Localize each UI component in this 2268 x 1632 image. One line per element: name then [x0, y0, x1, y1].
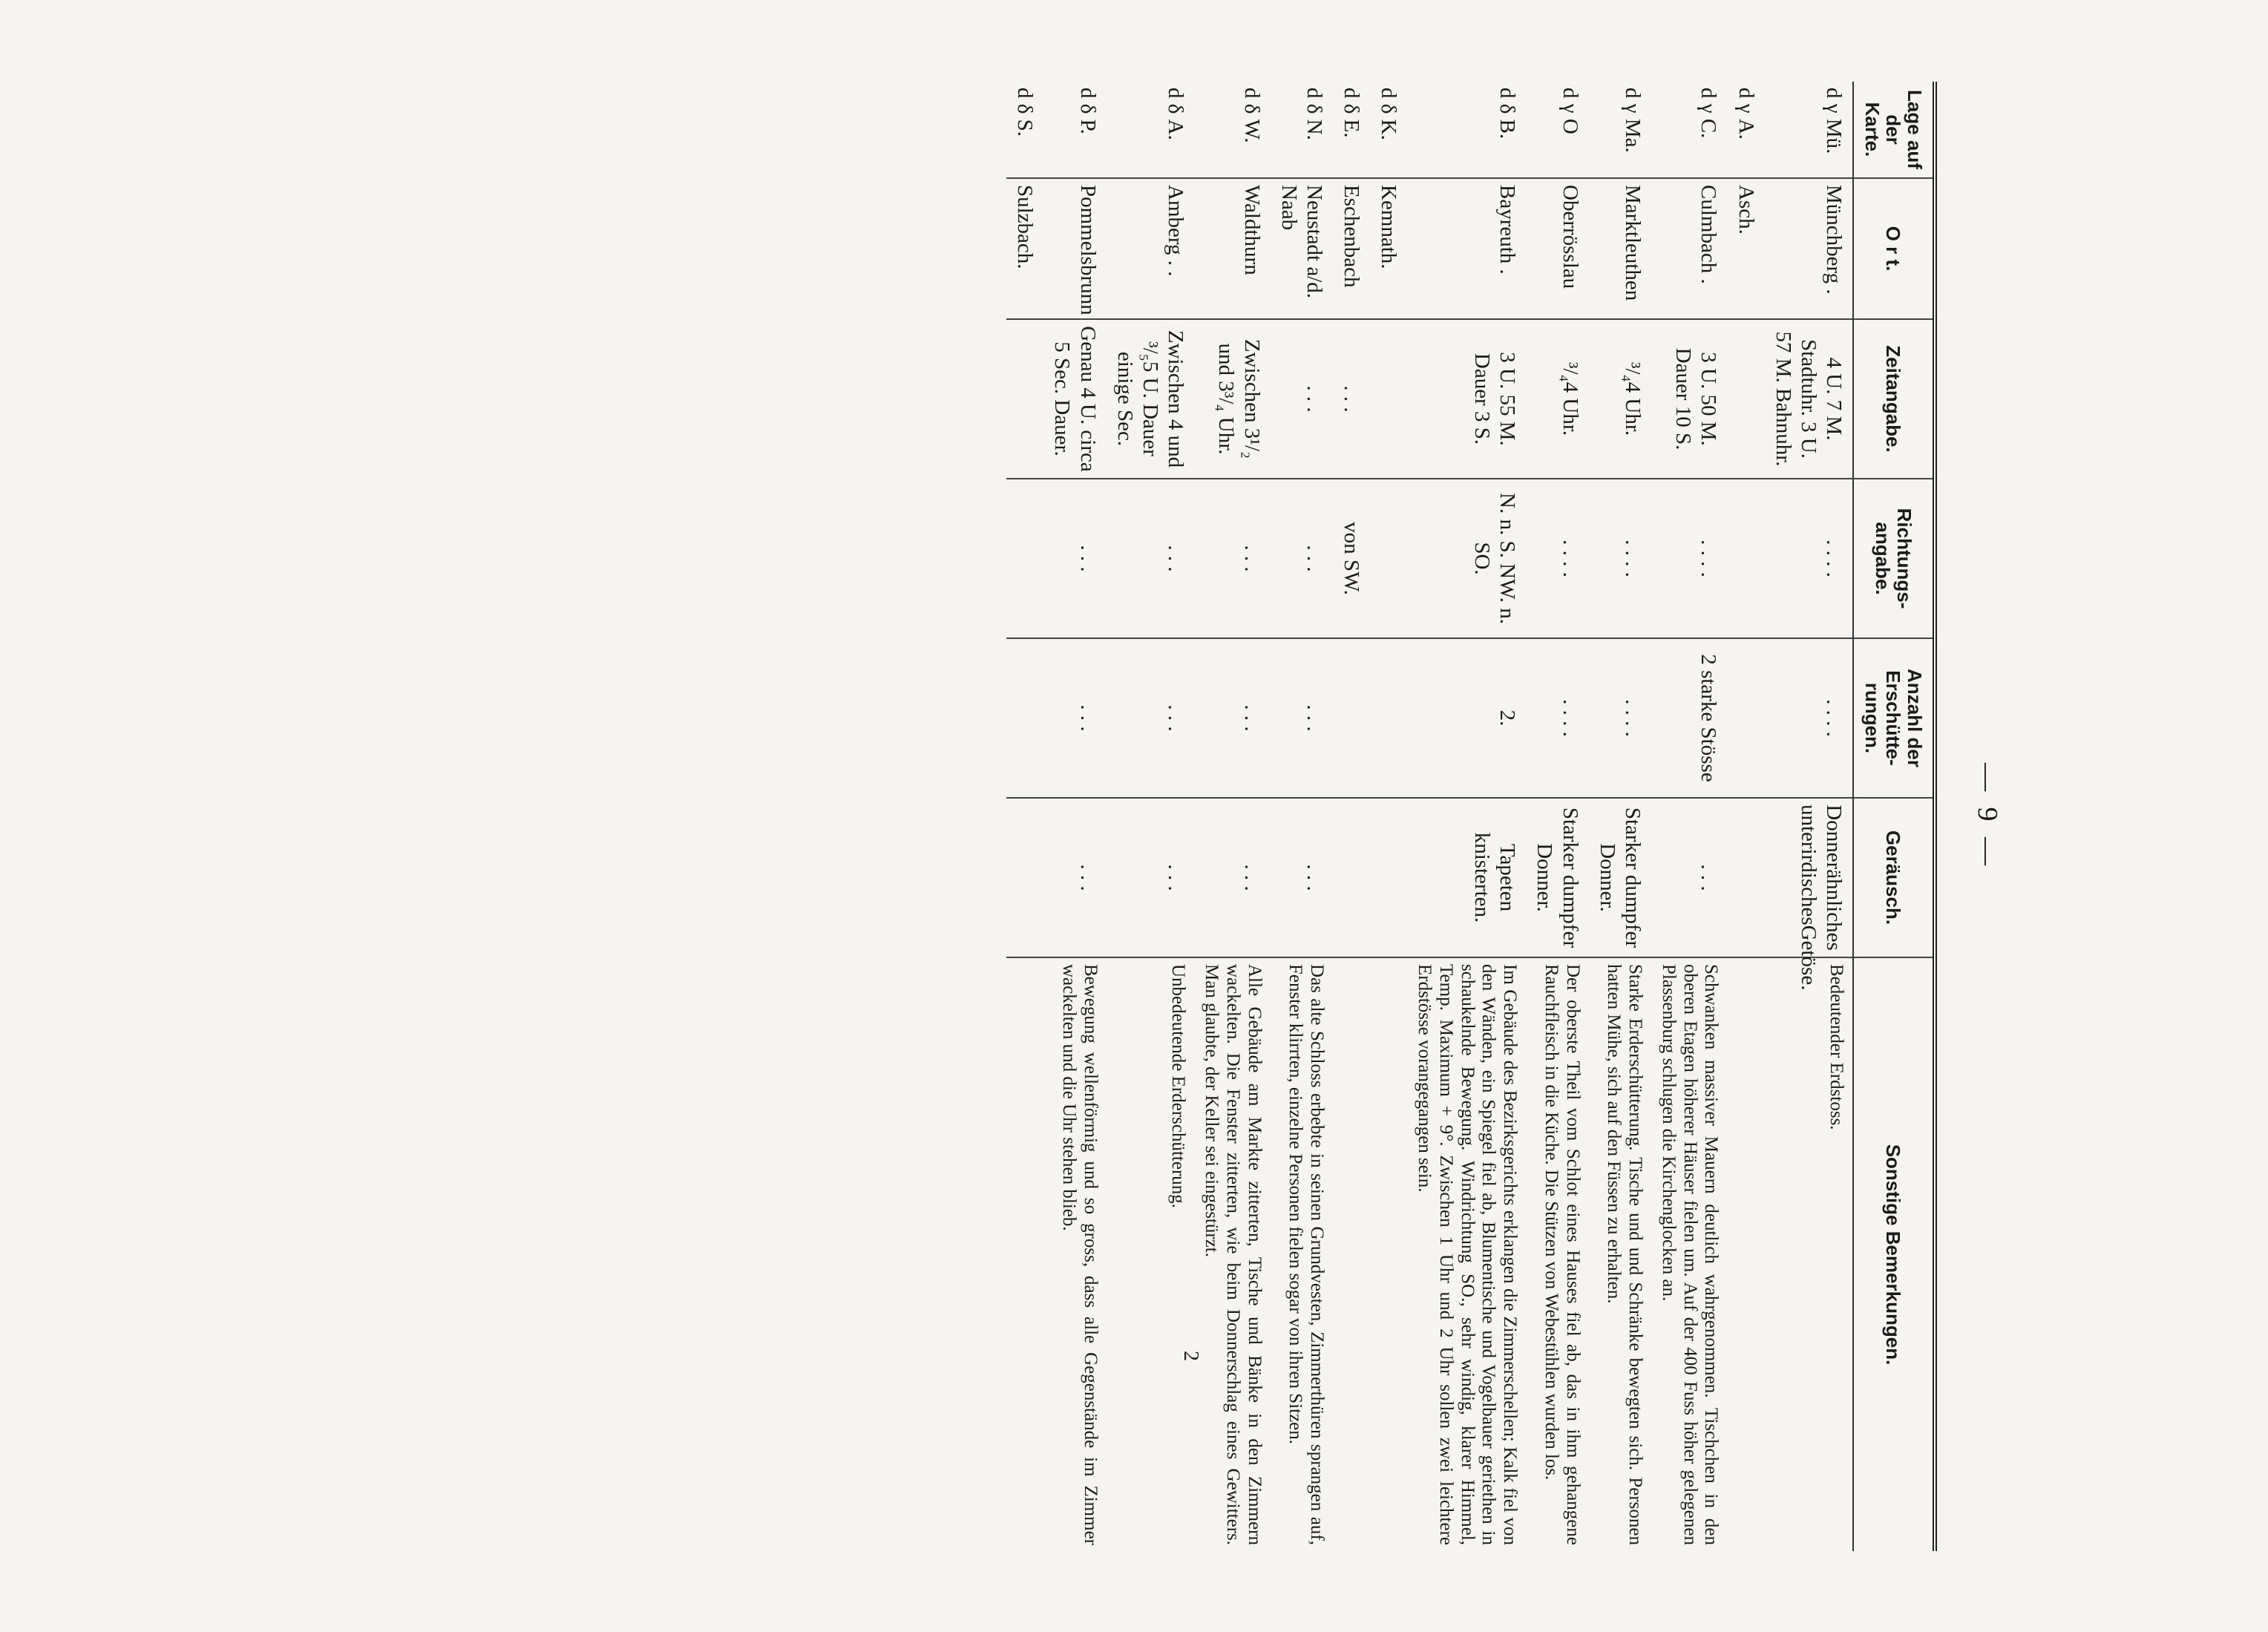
cell-richtungsangabe: . . .	[1194, 479, 1270, 638]
cell-anzahl: . . .	[1271, 638, 1333, 798]
cell-richtungsangabe	[1370, 479, 1407, 638]
page-number: — 9 —	[1972, 763, 2003, 870]
cell-anzahl	[1370, 638, 1407, 798]
cell-bemerkungen: Schwanken massiver Mauern deutlich wahrgenommen. Tischchen in den oberen Etagen höherer Häuser fielen um. Auf der 400 Fuss höher gelegenen Plassenburg schlugen die Kirchenglocken an.	[1651, 957, 1727, 1551]
cell-ort: Amberg . .	[1107, 178, 1195, 319]
cell-lage: d δ N.	[1302, 88, 1327, 140]
header-bemerkungen: Sonstige Bemerkungen.	[1853, 957, 1935, 1551]
cell-richtungsangabe	[1006, 479, 1043, 638]
table-row	[1370, 82, 1407, 1551]
cell-zeitangabe	[1006, 319, 1043, 479]
cell-zeitangabe: ³/₄4 Uhr.	[1589, 319, 1651, 479]
header-geraeusch: Geräusch.	[1853, 798, 1935, 957]
cell-richtungsangabe: . . .	[1043, 479, 1106, 638]
cell-richtungsangabe: . . .	[1107, 479, 1195, 638]
table-body	[1006, 82, 1853, 1551]
table-row	[1006, 82, 1043, 1551]
cell-geraeusch: Starker dumpfer Donner.	[1589, 798, 1651, 957]
cell-ort: Münchberg .	[1765, 178, 1854, 319]
table-row	[1765, 82, 1854, 1551]
sheet-mark: 2	[1179, 1351, 1202, 1361]
table-row	[1107, 82, 1195, 1551]
cell-richtungsangabe: . . . .	[1765, 479, 1854, 638]
cell-ort: Neustadt a/d. Naab	[1271, 178, 1333, 319]
table-row	[1526, 82, 1588, 1551]
cell-zeitangabe: . . .	[1333, 319, 1370, 479]
cell-bemerkungen: Unbedeutende Erderschütterung.	[1107, 957, 1195, 1551]
rotated-content	[378, 82, 2004, 1551]
cell-geraeusch: . . .	[1271, 798, 1333, 957]
cell-lage: d γ C.	[1697, 88, 1721, 139]
cell-lage: d δ K.	[1377, 88, 1401, 140]
cell-zeitangabe: Zwischen 3¹/₂ und 3³/₄ Uhr.	[1194, 319, 1270, 479]
cell-richtungsangabe: . . . .	[1526, 479, 1588, 638]
cell-ort: Pommelsbrunn	[1043, 178, 1106, 319]
cell-bemerkungen	[1333, 957, 1370, 1551]
cell-zeitangabe: Zwischen 4 und ³/₅5 U. Dauer einige Sec.	[1107, 319, 1195, 479]
cell-geraeusch	[1727, 798, 1764, 957]
cell-zeitangabe: 3 U. 50 M. Dauer 10 S.	[1651, 319, 1727, 479]
cell-geraeusch: Tapeten knisterten.	[1407, 798, 1526, 957]
cell-richtungsangabe: . . . .	[1589, 479, 1651, 638]
cell-geraeusch	[1006, 798, 1043, 957]
cell-anzahl: 2 starke Stösse	[1651, 638, 1727, 798]
cell-zeitangabe	[1727, 319, 1764, 479]
cell-lage: d δ A.	[1164, 88, 1188, 140]
cell-ort: Kemnath.	[1370, 178, 1407, 319]
table-row	[1589, 82, 1651, 1551]
table-row	[1333, 82, 1370, 1551]
cell-lage: d δ E.	[1340, 88, 1364, 138]
cell-bemerkungen: Alle Gebäude am Markte zitterten, Tische und Bänke in den Zimmern wackelten. Die Fenster zitterten, wie beim Donnerschlag eines Gewitters. Man glaubte, der Keller sei eingestürzt.	[1194, 957, 1270, 1551]
cell-richtungsangabe: N. n. S. NW. n. SO.	[1407, 479, 1526, 638]
cell-anzahl: . . . .	[1589, 638, 1651, 798]
cell-zeitangabe: Genau 4 U. circa 5 Sec. Dauer.	[1043, 319, 1106, 479]
cell-geraeusch: . . .	[1651, 798, 1727, 957]
cell-lage: d δ B.	[1495, 88, 1520, 140]
cell-ort: Bayreuth .	[1407, 178, 1526, 319]
cell-bemerkungen: Bedeutender Erdstoss.	[1765, 957, 1854, 1551]
cell-geraeusch	[1333, 798, 1370, 957]
cell-anzahl: . . . .	[1526, 638, 1588, 798]
header-ort: O r t.	[1853, 178, 1935, 319]
header-zeitangabe: Zeitangabe.	[1853, 319, 1935, 479]
cell-anzahl: . . .	[1107, 638, 1195, 798]
cell-richtungsangabe: . . .	[1271, 479, 1333, 638]
cell-richtungsangabe: . . . .	[1651, 479, 1727, 638]
cell-bemerkungen: Im Gebäude des Bezirksgerichts erklangen die Zimmerschellen; Kalk fiel von den Wänden, ein Spiegel fiel ab, Blumentische und Vogelbauer geriethen in schaukelnde Bewegung. Windrichtung SO., sehr windig, klarer Himmel, Temp. Maximum + 9°. Zwischen 1 Uhr und 2 Uhr sollen zwei leichtere Erdstösse vorangegangen sein.	[1407, 957, 1526, 1551]
table-row	[1271, 82, 1333, 1551]
cell-bemerkungen	[1727, 957, 1764, 1551]
cell-lage: d γ Mü.	[1822, 88, 1846, 154]
cell-zeitangabe: 3 U. 55 M. Dauer 3 S.	[1407, 319, 1526, 479]
cell-zeitangabe: ³/₄4 Uhr.	[1526, 319, 1588, 479]
cell-ort: Marktleuthen	[1589, 178, 1651, 319]
cell-ort: Waldthurn	[1194, 178, 1270, 319]
cell-geraeusch: . . .	[1194, 798, 1270, 957]
cell-anzahl: 2.	[1407, 638, 1526, 798]
header-lage: Lage auf der Karte.	[1853, 82, 1935, 178]
cell-geraeusch: . . .	[1043, 798, 1106, 957]
cell-lage: d γ A.	[1734, 88, 1758, 140]
table-row	[1651, 82, 1727, 1551]
cell-lage: d δ P.	[1075, 88, 1100, 134]
cell-bemerkungen	[1370, 957, 1407, 1551]
table-row	[1727, 82, 1764, 1551]
cell-anzahl: . . .	[1194, 638, 1270, 798]
cell-lage: d γ O	[1558, 88, 1582, 134]
cell-ort: Eschenbach	[1333, 178, 1370, 319]
cell-ort: Culmbach .	[1651, 178, 1727, 319]
cell-richtungsangabe: von SW.	[1333, 479, 1370, 638]
cell-ort: Oberrösslau	[1526, 178, 1588, 319]
cell-bemerkungen: Bewegung wellenförmig und so gross, dass alle Gegenstände im Zimmer wackelten und die Uhr stehen blieb.	[1043, 957, 1106, 1551]
cell-richtungsangabe	[1727, 479, 1764, 638]
cell-lage: d γ Ma.	[1621, 88, 1645, 153]
cell-ort: Sulzbach.	[1006, 178, 1043, 319]
cell-ort: Asch.	[1727, 178, 1764, 319]
cell-bemerkungen: Der oberste Theil vom Schlot eines Hauses fiel ab, das in ihm gehangene Rauchfleisch in die Küche. Die Stützen von Webestühlen wurden los.	[1526, 957, 1588, 1551]
cell-geraeusch	[1370, 798, 1407, 957]
cell-bemerkungen	[1006, 957, 1043, 1551]
cell-zeitangabe: 4 U. 7 M. Stadtuhr. 3 U. 57 M. Bahnuhr.	[1765, 319, 1854, 479]
header-anzahl: Anzahl der Erschütte-rungen.	[1853, 638, 1935, 798]
cell-geraeusch: . . .	[1107, 798, 1195, 957]
table-row	[1194, 82, 1270, 1551]
earthquake-record-table	[1006, 82, 1937, 1551]
cell-zeitangabe	[1370, 319, 1407, 479]
table-row	[1407, 82, 1526, 1551]
cell-bemerkungen: Starke Erderschütterung. Tische und und Schränke bewegten sich. Personen hatten Mühe, sich auf den Füssen zu erhalten.	[1589, 957, 1651, 1551]
header-richtungsangabe: Richtungs-angabe.	[1853, 479, 1935, 638]
cell-anzahl	[1006, 638, 1043, 798]
cell-anzahl	[1727, 638, 1764, 798]
cell-anzahl: . . .	[1043, 638, 1106, 798]
cell-anzahl	[1333, 638, 1370, 798]
cell-bemerkungen: Das alte Schloss erbebte in seinen Grundvesten, Zimmerthüren sprangen auf, Fenster klirrten, einzelne Personen fielen sogar von ihren Sitzen.	[1271, 957, 1333, 1551]
table-row	[1043, 82, 1106, 1551]
cell-zeitangabe: . . .	[1271, 319, 1333, 479]
cell-geraeusch: Starker dumpfer Donner.	[1526, 798, 1588, 957]
cell-anzahl: . . . .	[1765, 638, 1854, 798]
cell-geraeusch: Donnerähnliches unterirdischesGetöse.	[1765, 798, 1854, 957]
cell-lage: d δ W.	[1239, 88, 1264, 143]
cell-lage: d δ S.	[1013, 88, 1038, 137]
table-header-row	[1853, 82, 1935, 1551]
